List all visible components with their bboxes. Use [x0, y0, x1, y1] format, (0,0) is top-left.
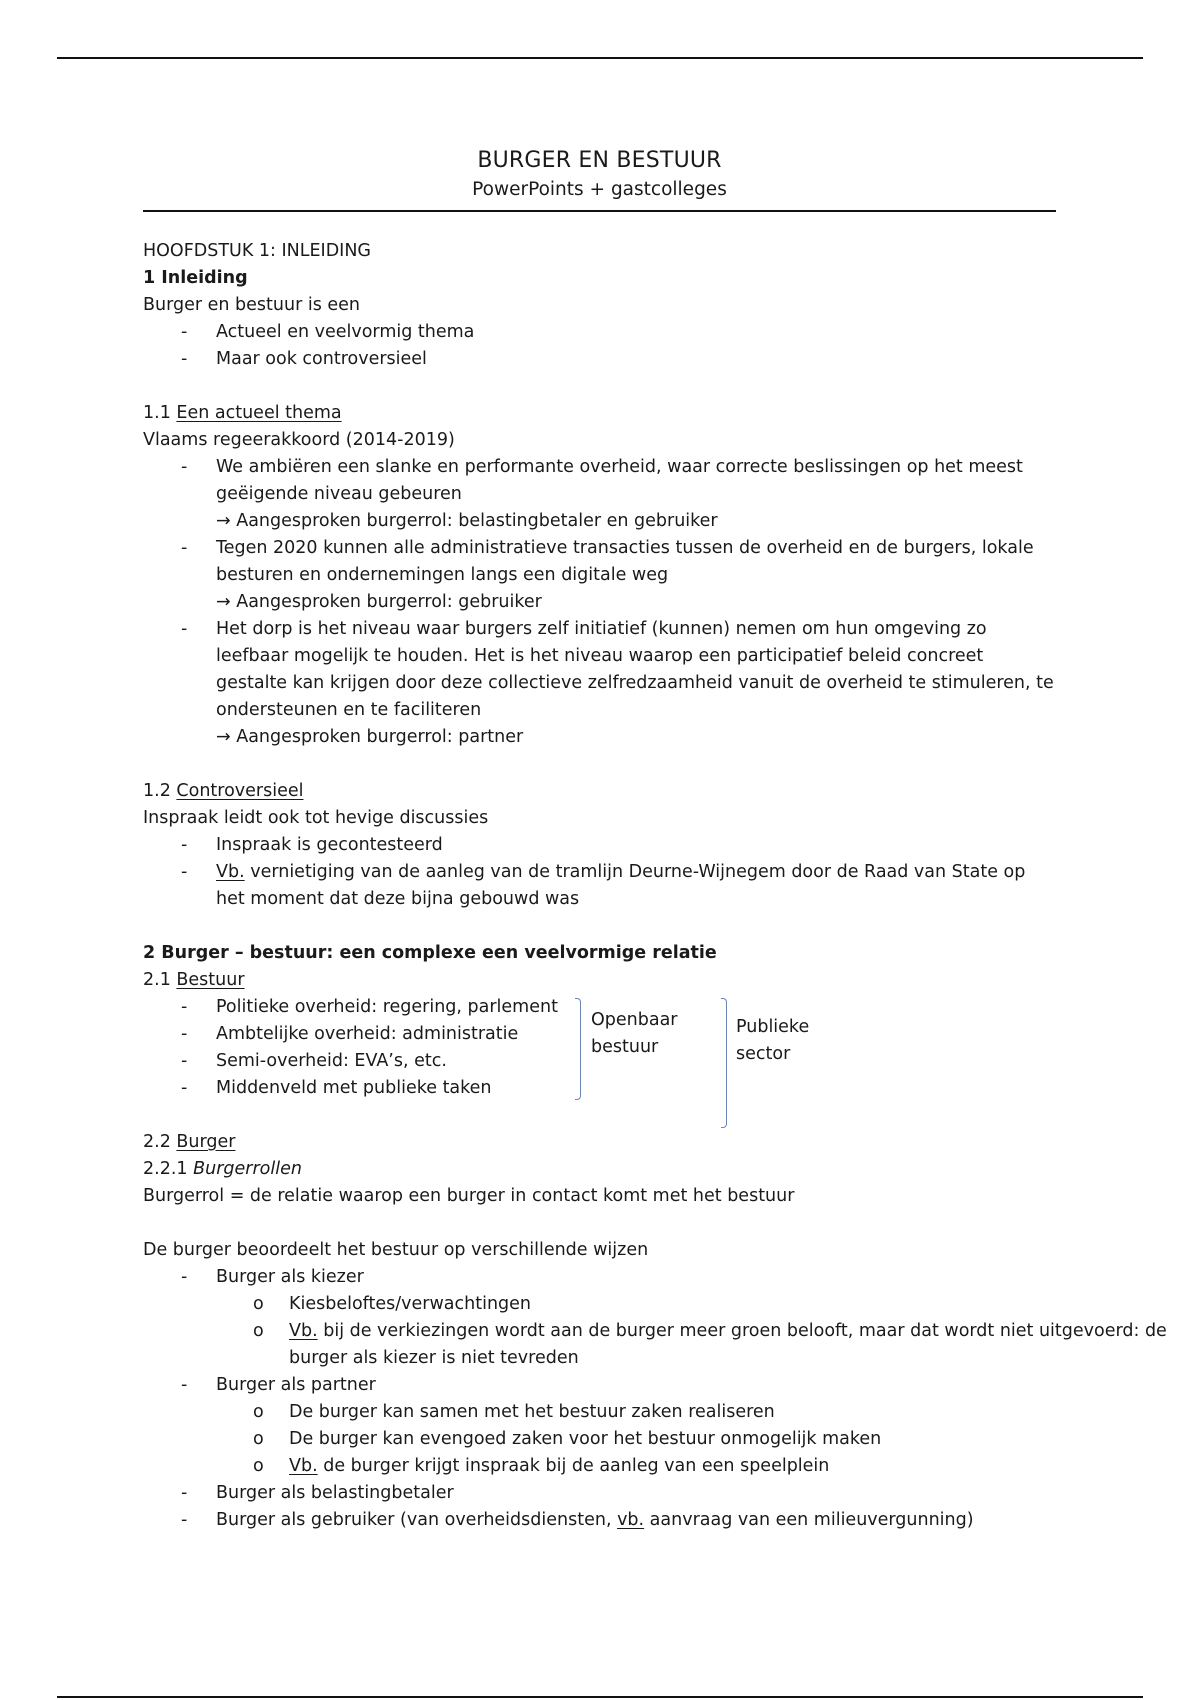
sub-list-item: o Kiesbeloftes/verwachtingen	[253, 1294, 532, 1314]
bestuur-list-with-braces	[143, 994, 1063, 1102]
title-block	[143, 145, 1056, 204]
paragraph: De burger beoordeelt het bestuur op verschillende wijzen	[143, 1240, 649, 1260]
brace-label-openbaar-bestuur: Openbaar bestuur	[591, 1010, 678, 1057]
subsection-heading: 2.2 Burger	[143, 1132, 236, 1152]
document-body	[143, 238, 1167, 1534]
list-item: - Middenveld met publieke taken	[181, 1078, 492, 1098]
subsection-heading: 1.1 Een actueel thema	[143, 403, 342, 423]
list-item: - Burger als kiezer	[181, 1267, 364, 1287]
document-title: BURGER EN BESTUUR	[477, 148, 722, 173]
list-item: - Inspraak is gecontesteerd	[181, 835, 443, 855]
section-heading: 1 Inleiding	[143, 268, 248, 288]
arrow-note: → Aangesproken burgerrol: belastingbetaler en gebruiker	[216, 511, 718, 531]
sub-list-item: o De burger kan evengoed zaken voor het bestuur onmogelijk maken	[253, 1429, 882, 1449]
page-top-rule	[57, 57, 1143, 59]
sub-list-item: o Vb. de burger krijgt inspraak bij de aanleg van een speelplein	[253, 1456, 830, 1476]
definition: Burgerrol = de relatie waarop een burger in contact komt met het bestuur	[143, 1186, 795, 1206]
document-subtitle: PowerPoints + gastcolleges	[472, 179, 727, 200]
page-bottom-rule	[57, 1696, 1143, 1698]
subsection-heading: 2.1 Bestuur	[143, 970, 245, 990]
arrow-note: → Aangesproken burgerrol: gebruiker	[216, 592, 542, 612]
right-brace-icon	[721, 998, 727, 1128]
section-heading: 2 Burger – bestuur: een complexe een veelvormige relatie	[143, 943, 717, 963]
list-item: - Vb. vernietiging van de aanleg van de tramlijn Deurne-Wijnegem door de Raad van State op het moment dat deze bijna gebouwd was	[181, 862, 1026, 909]
list-item: - Politieke overheid: regering, parlement	[181, 997, 558, 1017]
subsection-heading: 1.2 Controversieel	[143, 781, 304, 801]
subsubsection-heading: 2.2.1 Burgerrollen	[143, 1159, 302, 1179]
right-brace-icon	[575, 998, 581, 1100]
list-item: - Burger als gebruiker (van overheidsdiensten, vb. aanvraag van een milieuvergunning)	[181, 1510, 974, 1530]
list-item: - Actueel en veelvormig thema	[181, 322, 475, 342]
chapter-heading: HOOFDSTUK 1: INLEIDING	[143, 241, 371, 261]
list-item: - Ambtelijke overheid: administratie	[181, 1024, 519, 1044]
list-item: - Het dorp is het niveau waar burgers zelf initiatief (kunnen) nemen om hun omgeving zo leefbaar mogelijk te houden. Het is het niveau waarop een participatief beleid concreet gestalte kan krijgen door deze collectieve zelfredzaamheid vanuit de overheid te stimuleren, te ondersteunen en te faciliteren	[181, 619, 1054, 720]
title-rule	[143, 210, 1056, 212]
list-item: - Tegen 2020 kunnen alle administratieve transacties tussen de overheid en de burgers, lokale besturen en ondernemingen langs een digitale weg	[181, 538, 1034, 585]
sub-list-item: o Vb. bij de verkiezingen wordt aan de burger meer groen belooft, maar dat wordt niet uitgevoerd: de burger als kiezer is niet tevreden	[253, 1321, 1167, 1368]
brace-label-publieke-sector: Publieke sector	[736, 1017, 810, 1064]
list-item: - Burger als belastingbetaler	[181, 1483, 454, 1503]
list-item: - Semi-overheid: EVA’s, etc.	[181, 1051, 447, 1071]
list-item: - We ambiëren een slanke en performante overheid, waar correcte beslissingen op het meest geëigende niveau gebeuren	[181, 457, 1023, 504]
paragraph: Burger en bestuur is een	[143, 295, 360, 315]
list-item: - Burger als partner	[181, 1375, 376, 1395]
arrow-note: → Aangesproken burgerrol: partner	[216, 727, 524, 747]
sub-list-item: o De burger kan samen met het bestuur zaken realiseren	[253, 1402, 775, 1422]
paragraph: Inspraak leidt ook tot hevige discussies	[143, 808, 489, 828]
paragraph: Vlaams regeerakkoord (2014-2019)	[143, 430, 455, 450]
list-item: - Maar ook controversieel	[181, 349, 427, 369]
